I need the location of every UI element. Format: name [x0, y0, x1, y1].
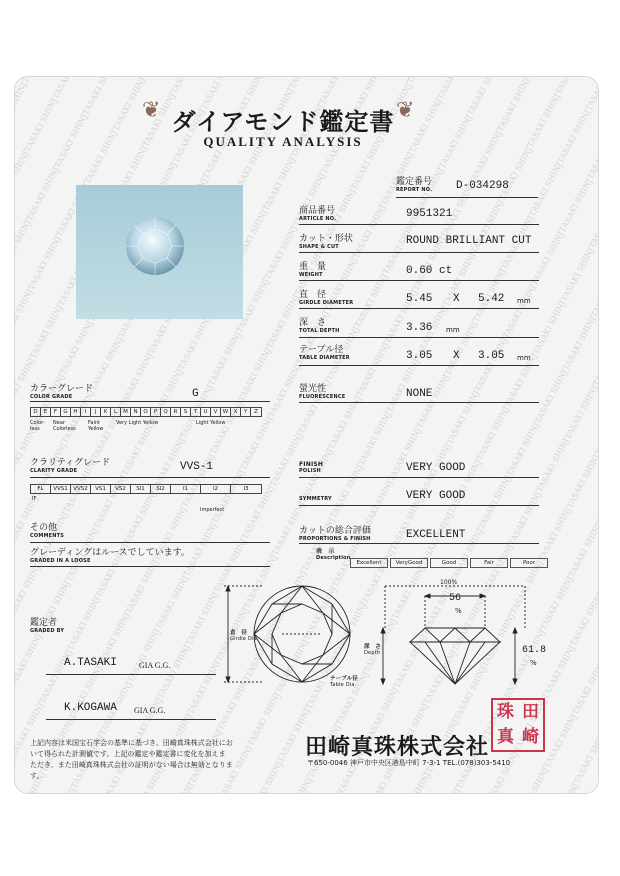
company-name: 田崎真珠株式会社 — [305, 734, 490, 760]
clarity-scale — [30, 484, 262, 494]
depth-diagram-label: 深 さ Depth — [364, 644, 382, 656]
depth-value: 3.36 — [406, 322, 433, 334]
divider — [299, 402, 539, 403]
comments-note: グレーディングはルースでしています。 GRADED IN A LOOSE — [30, 548, 190, 564]
color-scale-cell: Z — [254, 409, 258, 415]
girdle-value-2: 5.42 — [478, 293, 505, 305]
depth-pct-value: 61.8 — [522, 645, 547, 656]
signature-line — [46, 719, 216, 720]
table-diameter-label: テーブル径 TABLE DIAMETER — [299, 345, 350, 361]
divider — [299, 505, 539, 506]
divider — [396, 197, 538, 198]
girdle-unit: mm — [517, 297, 531, 305]
girdle-x: X — [453, 293, 460, 305]
pct-100: 100% — [440, 579, 458, 586]
grader-name: A.TASAKI — [64, 657, 117, 669]
depth-label: 深 さ TOTAL DEPTH — [299, 318, 340, 334]
clarity-scale-cell: VS1 — [91, 485, 111, 493]
color-sub-near-colorless: Near Colorless — [53, 420, 76, 432]
color-scale-cell: P — [151, 408, 161, 416]
divider — [30, 401, 270, 402]
page-title: ダイアモンド鑑定書 — [171, 107, 395, 136]
table-pct-sign: % — [455, 607, 462, 615]
color-scale-cell: U — [201, 408, 211, 416]
table-dia-label: テーブル径 Table Dia. — [330, 676, 359, 688]
color-scale — [30, 407, 262, 417]
clarity-scale-cell: I3 — [243, 486, 249, 492]
color-grade-value: G — [192, 388, 199, 400]
color-scale-cell: Q — [161, 408, 171, 416]
clarity-scale-cell: SI1 — [131, 485, 151, 493]
description-cell: Good — [430, 558, 468, 568]
diamond-image-icon — [124, 215, 186, 277]
color-sub-very-light-yellow: Very Light Yellow — [116, 420, 159, 426]
color-scale-cell: L — [111, 408, 121, 416]
color-scale-cell: W — [221, 408, 231, 416]
color-scale-cell: V — [211, 408, 221, 416]
grader-cred: GIA G.G. — [139, 661, 171, 670]
color-scale-cell: K — [101, 408, 111, 416]
divider — [30, 566, 270, 567]
color-sub-colorless: Color-less — [30, 420, 45, 432]
color-scale-cell: I — [81, 408, 91, 416]
proportions-label: カットの総合評価 PROPORTIONS & FINISH — [299, 526, 371, 542]
left-ornament-icon: ❦ — [142, 98, 161, 123]
divider — [30, 477, 270, 478]
graded-by-label: 鑑定者 GRADED BY — [30, 618, 65, 634]
color-scale-cell: R — [171, 408, 181, 416]
clarity-scale-cell: FL — [31, 485, 51, 493]
color-scale-cell: D — [31, 408, 41, 416]
clarity-scale-cell: SI2 — [151, 485, 171, 493]
color-scale-cell: S — [181, 408, 191, 416]
table-pct-value: 56 — [449, 593, 462, 604]
shape-value: ROUND BRILLIANT CUT — [406, 235, 532, 247]
fluorescence-label: 螢光性 FLUORESCENCE — [299, 384, 346, 400]
grader-cred: GIA G.G. — [134, 706, 166, 715]
report-number: D-034298 — [456, 180, 509, 192]
girdle-value-1: 5.45 — [406, 293, 433, 305]
divider — [30, 542, 270, 543]
clarity-scale-cell: VVS2 — [71, 485, 91, 493]
clarity-grade-value: VVS-1 — [180, 461, 214, 473]
color-scale-cell: M — [121, 408, 131, 416]
color-scale-cell: N — [131, 408, 141, 416]
report-label: 鑑定番号 REPORT NO. — [396, 177, 433, 193]
description-cell: VeryGood — [390, 558, 428, 568]
page-subtitle: QUALITY ANALYSIS — [203, 134, 363, 149]
color-scale-cell: J — [91, 408, 101, 416]
article-number: 9951321 — [406, 208, 453, 220]
description-cell: Excellent — [350, 558, 388, 568]
table-x: X — [453, 350, 460, 362]
divider — [299, 543, 539, 544]
color-scale-cell: G — [61, 408, 71, 416]
divider — [299, 308, 539, 309]
depth-pct-sign: % — [530, 659, 537, 667]
finish-value: VERY GOOD — [406, 462, 466, 474]
color-scale-cell: O — [141, 408, 151, 416]
divider — [299, 477, 539, 478]
right-ornament-icon: ❦ — [396, 98, 415, 123]
divider — [299, 337, 539, 338]
girdle-label: 直 径 GIRDLE DIAMETER — [299, 290, 354, 306]
diamond-photo — [76, 185, 243, 319]
color-scale-cell: E — [41, 408, 51, 416]
symmetry-value: VERY GOOD — [406, 490, 466, 502]
color-grade-label: カラーグレード COLOR GRADE — [30, 384, 94, 400]
company-address: 〒650-0046 神戸市中央区港島中町 7-3-1 TEL.(078)303-5410 — [307, 759, 511, 767]
disclaimer: 上記内容は米国宝石学会の基準に基づき、田崎真珠株式会社にお いて得られた計測値です。上記の鑑定や鑑定書に変化を加えま ただき、また田崎真珠株式会社の証明がない場合は無効となります。 — [30, 739, 233, 780]
color-scale-cell: T — [191, 408, 201, 416]
fluorescence-value: NONE — [406, 388, 433, 400]
color-sub-light-yellow: Light Yellow — [196, 420, 226, 426]
clarity-sub-if: IF — [32, 496, 37, 502]
description-cell: Poor — [510, 558, 548, 568]
table-value-1: 3.05 — [406, 350, 433, 362]
proportions-value: EXCELLENT — [406, 529, 466, 541]
girdle-dia-label: 直 径 Girdle Dia. — [230, 630, 259, 642]
description-label: 表 示 Description — [316, 548, 351, 561]
depth-unit: mm — [446, 326, 460, 334]
description-cell: Fair — [470, 558, 508, 568]
signature-line — [46, 674, 216, 675]
symmetry-label: SYMMETRY — [299, 496, 332, 502]
comments-label: その他 COMMENTS — [30, 523, 65, 539]
clarity-scale-cell: VVS1 — [51, 485, 71, 493]
company-seal: 珠 田 真 崎 — [491, 698, 545, 752]
divider — [299, 252, 539, 253]
grader-name: K.KOGAWA — [64, 702, 117, 714]
clarity-scale-cell: I2 — [201, 485, 231, 493]
shape-label: カット・形状 SHAPE & CUT — [299, 234, 353, 250]
color-sub-faint-yellow: Faint Yellow — [88, 420, 104, 432]
color-scale-cell: F — [51, 408, 61, 416]
clarity-grade-label: クラリティグレード CLARITY GRADE — [30, 458, 111, 474]
divider — [299, 280, 539, 281]
color-scale-cell: H — [71, 408, 81, 416]
finish-label: FINISH POLISH — [299, 461, 324, 474]
clarity-scale-cell: VS2 — [111, 485, 131, 493]
color-scale-cell: Y — [241, 408, 251, 416]
article-label: 商品番号 ARTICLE NO. — [299, 206, 337, 222]
weight-label: 重 量 WEIGHT — [299, 262, 327, 278]
color-scale-cell: X — [231, 408, 241, 416]
divider — [299, 365, 539, 366]
clarity-scale-cell: I1 — [171, 485, 201, 493]
clarity-sub-imperfect: Imperfect — [200, 507, 225, 513]
divider — [299, 224, 539, 225]
table-value-2: 3.05 — [478, 350, 505, 362]
table-unit: mm — [517, 354, 531, 362]
weight-value: 0.60 ct — [406, 265, 453, 277]
description-scale — [350, 558, 550, 568]
